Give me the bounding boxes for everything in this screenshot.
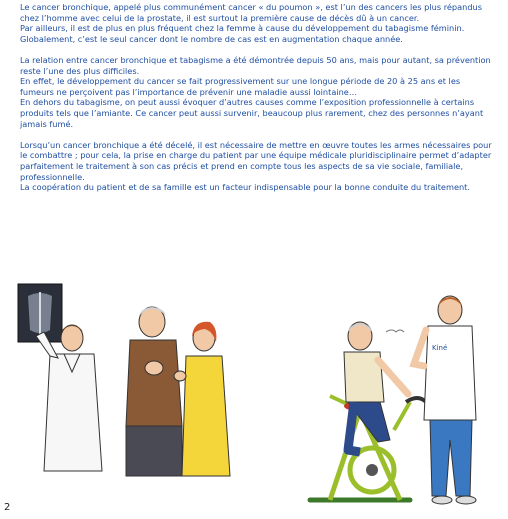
body-text [20,2,492,193]
exercise-bike-icon [290,290,490,512]
paragraph-1: Le cancer bronchique, appelé plus communément cancer « du poumon », est l’un des cancers les plus répandus chez l’homme avec celui de la prostate, il est surtout la première cause de décès dû à un cancer. [20,2,482,23]
paragraph-2: Par ailleurs, il est de plus en plus fréquent chez la femme à cause du développement du tabagisme féminin. [20,23,465,34]
doctor-xray-icon [14,276,234,481]
paragraph-7: Lorsqu’un cancer bronchique a été décelé, il est nécessaire de mettre en œuvre toutes les armes nécessaires pour le combattre ; pour cela, la prise en charge du patient par une équipe médicale pluridisciplinaire permet d’adapter parfaitement le traitement à son cas précis et prend en compte tous les aspects de sa vie sociale, familiale, professionnelle. [20,139,492,182]
page-number: 2 [4,502,11,513]
paragraph-3: Globalement, c’est le seul cancer dont le nombre de cas est en augmentation chaque année. [20,33,403,44]
paragraph-5: En effet, le développement du cancer se fait progressivement sur une longue période de 20 à 25 ans et les fumeurs ne perçoivent pas l’importance de prévenir une maladie aussi lointaine… [20,76,461,97]
paragraph-6: En dehors du tabagisme, on peut aussi évoquer d’autres causes comme l’exposition professionnelle à certains produits tels que l’amiante. Ce cancer peut aussi survenir, beaucoup plus rarement, chez des personnes n’ayant jamais fumé. [20,97,484,129]
paragraph-gap [20,44,492,55]
paragraph-8: La coopération du patient et de sa famille est un facteur indispensable pour la bonne conduite du traitement. [20,182,470,193]
paragraph-gap [20,129,492,140]
paragraph-4: La relation entre cancer bronchique et tabagisme a été démontrée depuis 50 ans, mais pour autant, sa prévention reste l’une des plus difficiles. [20,54,491,76]
coat-badge: Kiné [432,344,448,352]
